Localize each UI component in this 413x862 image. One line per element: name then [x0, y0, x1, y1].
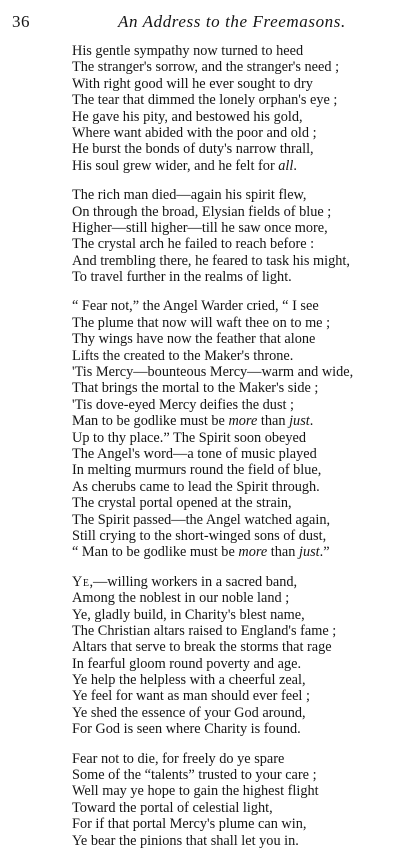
- line-text: With right good will he ever sought to dry: [72, 75, 313, 92]
- line-text: .”: [319, 544, 330, 561]
- poem-line: [72, 298, 402, 314]
- poem-line: [72, 544, 402, 560]
- line-text: Among the noblest in our noble land ;: [72, 590, 290, 607]
- poem-line: [72, 236, 402, 252]
- poem-line: [72, 816, 402, 832]
- poem-line: [72, 767, 402, 783]
- line-text: The plume that now will waft thee on to me ;: [72, 314, 331, 331]
- page-number: 36: [12, 12, 30, 31]
- line-text: Altars that serve to break the storms that rage: [72, 639, 332, 656]
- line-text: .: [293, 157, 297, 174]
- line-initial-word: Ye: [72, 573, 90, 590]
- line-text: Higher—still higher—till he saw once more,: [72, 219, 328, 236]
- line-text: For if that portal Mercy's plume can win,: [72, 816, 307, 833]
- line-text: than: [267, 544, 299, 561]
- line-text: He gave his pity, and bestowed his gold,: [72, 108, 303, 125]
- line-text: That brings the mortal to the Maker's side ;: [72, 380, 319, 397]
- poem-line: [72, 220, 402, 236]
- line-text: Ye help the helpless with a cheerful zeal,: [72, 672, 306, 689]
- line-text: “ Man to be godlike must be: [72, 544, 239, 561]
- poem-line: [72, 833, 402, 849]
- poem-line: [72, 92, 402, 108]
- line-text: The Spirit passed—the Angel watched again,: [72, 511, 331, 528]
- poem-line: [72, 204, 402, 220]
- poem-line: [72, 656, 402, 672]
- line-text: Toward the portal of celestial light,: [72, 799, 273, 816]
- line-text: The crystal portal opened at the strain,: [72, 495, 292, 512]
- poem-line: [72, 528, 402, 544]
- line-text: Some of the “talents” trusted to your care ;: [72, 767, 317, 784]
- poem-line: [72, 446, 402, 462]
- poem-line: [72, 413, 402, 429]
- poem-line: [72, 462, 402, 478]
- line-text: “ Fear not,” the Angel Warder cried, “ I see: [72, 298, 319, 315]
- line-text: The stranger's sorrow, and the stranger's need ;: [72, 59, 340, 76]
- page-header: [12, 12, 397, 34]
- line-text: Where want abided with the poor and old ;: [72, 124, 317, 141]
- poem-line: [72, 688, 402, 704]
- line-text: Fear not to die, for freely do ye spare: [72, 750, 285, 767]
- line-text: 'Tis dove-eyed Mercy deifies the dust ;: [72, 396, 295, 413]
- poem-line: [72, 109, 402, 125]
- poem-line: [72, 315, 402, 331]
- poem-line: [72, 76, 402, 92]
- line-text: Lifts the created to the Maker's throne.: [72, 347, 294, 364]
- line-text: The rich man died—again his spirit flew,: [72, 187, 307, 204]
- poem-line: [72, 253, 402, 269]
- line-text: For God is seen where Charity is found.: [72, 721, 301, 738]
- poem-line: [72, 348, 402, 364]
- poem-line: [72, 495, 402, 511]
- line-text: Up to thy place.” The Spirit soon obeyed: [72, 429, 306, 446]
- line-text: His gentle sympathy now turned to heed: [72, 43, 304, 59]
- poem-line: [72, 721, 402, 737]
- line-text: Ye shed the essence of your God around,: [72, 704, 306, 721]
- poem-line: [72, 158, 402, 174]
- poem-line: [72, 125, 402, 141]
- line-text: Man to be godlike must be: [72, 413, 229, 430]
- running-title: An Address to the Freemasons.: [118, 12, 346, 31]
- stanza: [72, 298, 402, 560]
- poem-line: [72, 430, 402, 446]
- stanza: [72, 43, 402, 174]
- line-text: His soul grew wider, and he felt for: [72, 157, 279, 174]
- line-text: The Christian altars raised to England's fame ;: [72, 622, 337, 639]
- poem-line: [72, 397, 402, 413]
- poem-line: [72, 607, 402, 623]
- poem-line: [72, 672, 402, 688]
- emphasis-text: more: [238, 544, 268, 561]
- line-text: The crystal arch he failed to reach before :: [72, 236, 315, 253]
- line-text: In melting murmurs round the field of blue,: [72, 462, 322, 479]
- line-text: .: [309, 413, 314, 430]
- poem-line: [72, 43, 402, 59]
- poem-line: [72, 187, 402, 203]
- stanza: [72, 187, 402, 285]
- poem-line: [72, 331, 402, 347]
- poem-line: [72, 512, 402, 528]
- poem-line: [72, 639, 402, 655]
- line-text: Ye bear the pinions that shall let you in.: [72, 832, 299, 849]
- line-text: 'Tis Mercy—bounteous Mercy—warm and wide,: [72, 364, 354, 381]
- line-text: To travel further in the realms of light.: [72, 269, 292, 286]
- line-text: He burst the bonds of duty's narrow thrall,: [72, 141, 314, 158]
- emphasis-text: just: [289, 413, 310, 430]
- line-text: On through the broad, Elysian fields of blue ;: [72, 203, 332, 220]
- line-text: Ye, gladly build, in Charity's blest name,: [72, 606, 305, 623]
- poem-line: [72, 574, 402, 590]
- stanza: [72, 574, 402, 738]
- emphasis-text: more: [228, 413, 258, 430]
- poem-line: [72, 479, 402, 495]
- poem-line: [72, 364, 402, 380]
- line-text: The tear that dimmed the lonely orphan's eye ;: [72, 92, 338, 109]
- poem-line: [72, 751, 402, 767]
- poem-body: [72, 43, 402, 862]
- line-text: ,—willing workers in a sacred band,: [89, 573, 298, 590]
- line-text: Thy wings have now the feather that alone: [72, 331, 316, 348]
- poem-line: [72, 705, 402, 721]
- poem-line: [72, 590, 402, 606]
- poem-line: [72, 59, 402, 75]
- poem-line: [72, 623, 402, 639]
- line-text: And trembling there, he feared to task his might,: [72, 252, 350, 269]
- line-text: Ye feel for want as man should ever feel ;: [72, 688, 310, 705]
- emphasis-text: all: [278, 157, 294, 174]
- emphasis-text: just: [299, 544, 320, 561]
- poem-line: [72, 269, 402, 285]
- line-text: Still crying to the short-winged sons of dust,: [72, 527, 327, 544]
- poem-line: [72, 380, 402, 396]
- line-text: In fearful gloom round poverty and age.: [72, 655, 302, 672]
- poem-line: [72, 141, 402, 157]
- line-text: As cherubs came to lead the Spirit through.: [72, 478, 320, 495]
- poem-line: [72, 800, 402, 816]
- line-text: than: [257, 413, 290, 430]
- poem-line: [72, 783, 402, 799]
- line-text: The Angel's word—a tone of music played: [72, 445, 317, 462]
- line-text: Well may ye hope to gain the highest flight: [72, 783, 319, 800]
